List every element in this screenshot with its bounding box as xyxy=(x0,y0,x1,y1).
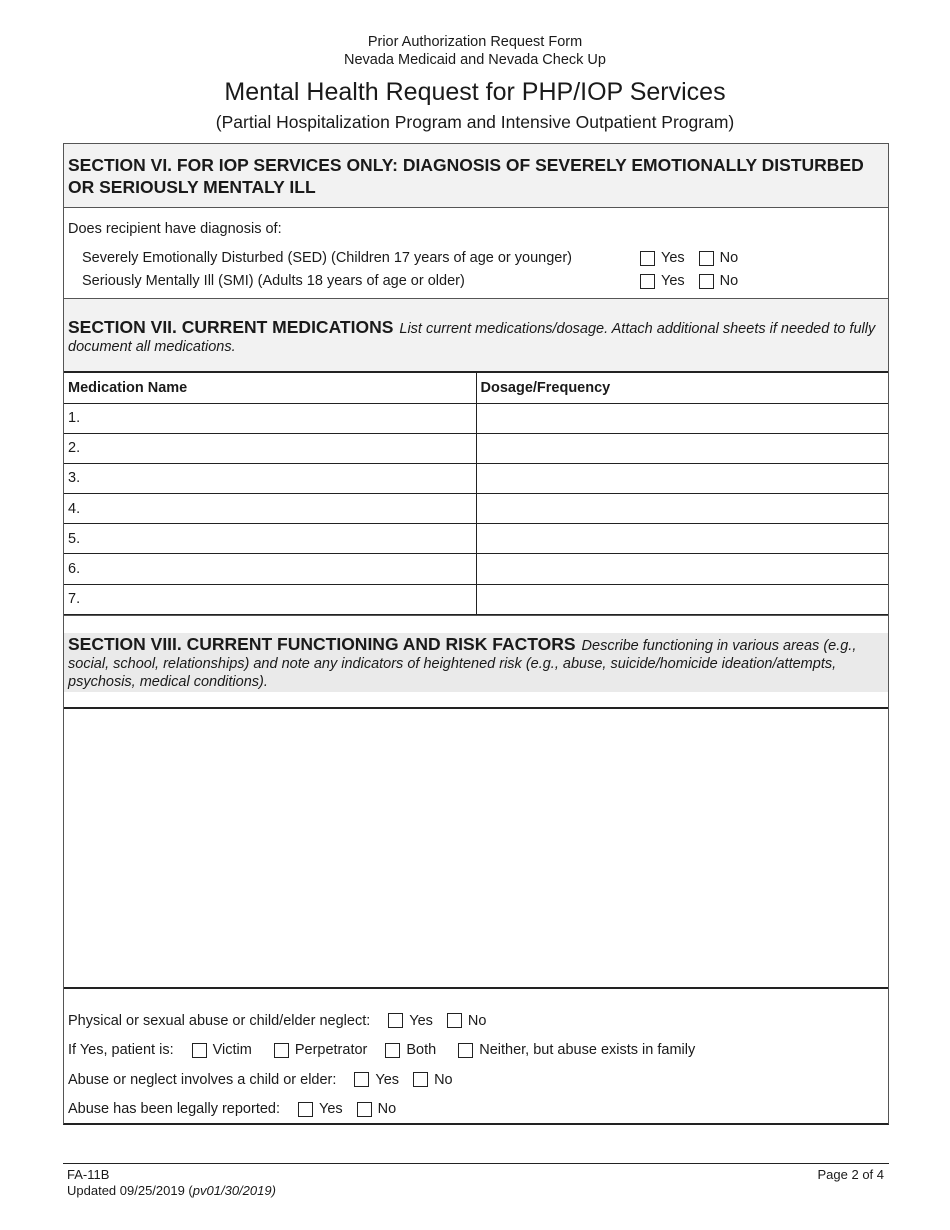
section6-header xyxy=(64,144,888,208)
medication-name-header: Medication Name xyxy=(64,373,476,403)
abuse-question: Physical or sexual abuse or child/elder neglect: xyxy=(68,1012,371,1029)
sed-row xyxy=(68,247,884,270)
smi-yes-label: Yes xyxy=(661,273,685,289)
abuse-no-checkbox[interactable] xyxy=(447,1013,462,1028)
table-row xyxy=(64,463,888,493)
table-row xyxy=(64,584,888,614)
table-row xyxy=(64,524,888,554)
involves-no-checkbox[interactable] xyxy=(413,1072,428,1087)
table-row xyxy=(64,494,888,524)
reported-no-label: No xyxy=(377,1101,397,1118)
abuse-no-label: No xyxy=(467,1012,487,1029)
diagnosis-block xyxy=(64,208,888,299)
footer-divider xyxy=(63,1163,889,1164)
medication-name-field[interactable]: 4. xyxy=(64,494,476,524)
involves-row xyxy=(68,1065,884,1095)
abuse-block xyxy=(64,989,888,1124)
smi-no-label: No xyxy=(719,273,739,289)
sed-no-label: No xyxy=(719,250,739,266)
functioning-textarea[interactable] xyxy=(64,709,888,989)
involves-no-label: No xyxy=(434,1071,453,1088)
header-line2: Nevada Medicaid and Nevada Check Up xyxy=(344,52,606,68)
dosage-field[interactable] xyxy=(476,463,888,493)
perpetrator-label: Perpetrator xyxy=(294,1042,368,1059)
patient-row xyxy=(68,1035,884,1065)
reported-yes-checkbox[interactable] xyxy=(298,1102,313,1117)
updated-text: Updated 09/25/2019 ( xyxy=(67,1183,193,1198)
table-row xyxy=(64,554,888,584)
medications-table xyxy=(64,373,888,615)
medication-name-field[interactable]: 1. xyxy=(64,403,476,433)
section7-title: SECTION VII. CURRENT MEDICATIONS xyxy=(68,317,394,337)
page-title: Mental Health Request for PHP/IOP Services xyxy=(224,78,726,106)
sed-yes-checkbox[interactable] xyxy=(640,251,655,266)
footer-left xyxy=(67,1167,276,1199)
neither-checkbox[interactable] xyxy=(458,1043,473,1058)
sed-no-checkbox[interactable] xyxy=(699,251,714,266)
dosage-field[interactable] xyxy=(476,494,888,524)
section8-description: Describe functioning in various areas (e.g., social, school, relationships) and note any indicators of heightened risk (e.g., abuse, suicide/homicide ideation/attempts, psychosis, medical conditions). xyxy=(68,637,857,690)
dosage-field[interactable] xyxy=(476,433,888,463)
perpetrator-checkbox[interactable] xyxy=(274,1043,289,1058)
form-body xyxy=(63,143,889,1125)
involves-question: Abuse or neglect involves a child or elder: xyxy=(68,1071,337,1088)
both-label: Both xyxy=(406,1042,437,1059)
smi-row xyxy=(68,270,884,293)
medication-name-field[interactable]: 3. xyxy=(64,463,476,493)
abuse-row xyxy=(68,1006,884,1036)
section7-header xyxy=(64,299,888,373)
section7-description: List current medications/dosage. Attach additional sheets if needed to fully document all medications. xyxy=(68,321,876,355)
form-id: FA-11B xyxy=(67,1167,110,1182)
dosage-header: Dosage/Frequency xyxy=(476,373,888,403)
smi-no-checkbox[interactable] xyxy=(699,274,714,289)
dosage-field[interactable] xyxy=(476,554,888,584)
table-row xyxy=(64,403,888,433)
pv-date: pv01/30/2019) xyxy=(192,1183,276,1198)
medication-name-field[interactable]: 6. xyxy=(64,554,476,584)
updated-date xyxy=(67,1183,276,1199)
page-subtitle: (Partial Hospitalization Program and Intensive Outpatient Program) xyxy=(215,112,735,132)
section8-title: SECTION VIII. CURRENT FUNCTIONING AND RISK FACTORS xyxy=(68,633,576,654)
smi-label: Seriously Mentally Ill (SMI) (Adults 18 years of age or older) xyxy=(82,273,465,289)
form-header xyxy=(0,33,950,133)
dosage-field[interactable] xyxy=(476,584,888,614)
diagnosis-intro: Does recipient have diagnosis of: xyxy=(68,221,282,237)
dosage-field[interactable] xyxy=(476,524,888,554)
page-number: Page 2 of 4 xyxy=(817,1167,884,1182)
smi-yes-checkbox[interactable] xyxy=(640,274,655,289)
reported-no-checkbox[interactable] xyxy=(357,1102,372,1117)
header-line1: Prior Authorization Request Form xyxy=(367,34,583,50)
victim-checkbox[interactable] xyxy=(192,1043,207,1058)
patient-question: If Yes, patient is: xyxy=(68,1042,174,1059)
section8-header xyxy=(64,615,888,709)
sed-label: Severely Emotionally Disturbed (SED) (Children 17 years of age or younger) xyxy=(82,250,572,266)
dosage-field[interactable] xyxy=(476,403,888,433)
medication-name-field[interactable]: 7. xyxy=(64,584,476,614)
involves-yes-label: Yes xyxy=(375,1071,400,1088)
both-checkbox[interactable] xyxy=(385,1043,400,1058)
neither-label: Neither, but abuse exists in family xyxy=(479,1042,696,1059)
abuse-yes-label: Yes xyxy=(409,1012,433,1029)
abuse-yes-checkbox[interactable] xyxy=(388,1013,403,1028)
involves-yes-checkbox[interactable] xyxy=(354,1072,369,1087)
sed-yes-label: Yes xyxy=(661,250,685,266)
section6-title: SECTION VI. FOR IOP SERVICES ONLY: DIAGNOSIS OF SEVERELY EMOTIONALLY DISTURBED OR SERIOUSLY MENTALY ILL xyxy=(68,155,864,197)
table-header-row xyxy=(64,373,888,403)
reported-yes-label: Yes xyxy=(319,1101,343,1118)
victim-label: Victim xyxy=(212,1042,252,1059)
reported-question: Abuse has been legally reported: xyxy=(68,1101,281,1118)
medication-name-field[interactable]: 5. xyxy=(64,524,476,554)
medication-name-field[interactable]: 2. xyxy=(64,433,476,463)
reported-row xyxy=(68,1094,884,1124)
table-row xyxy=(64,433,888,463)
